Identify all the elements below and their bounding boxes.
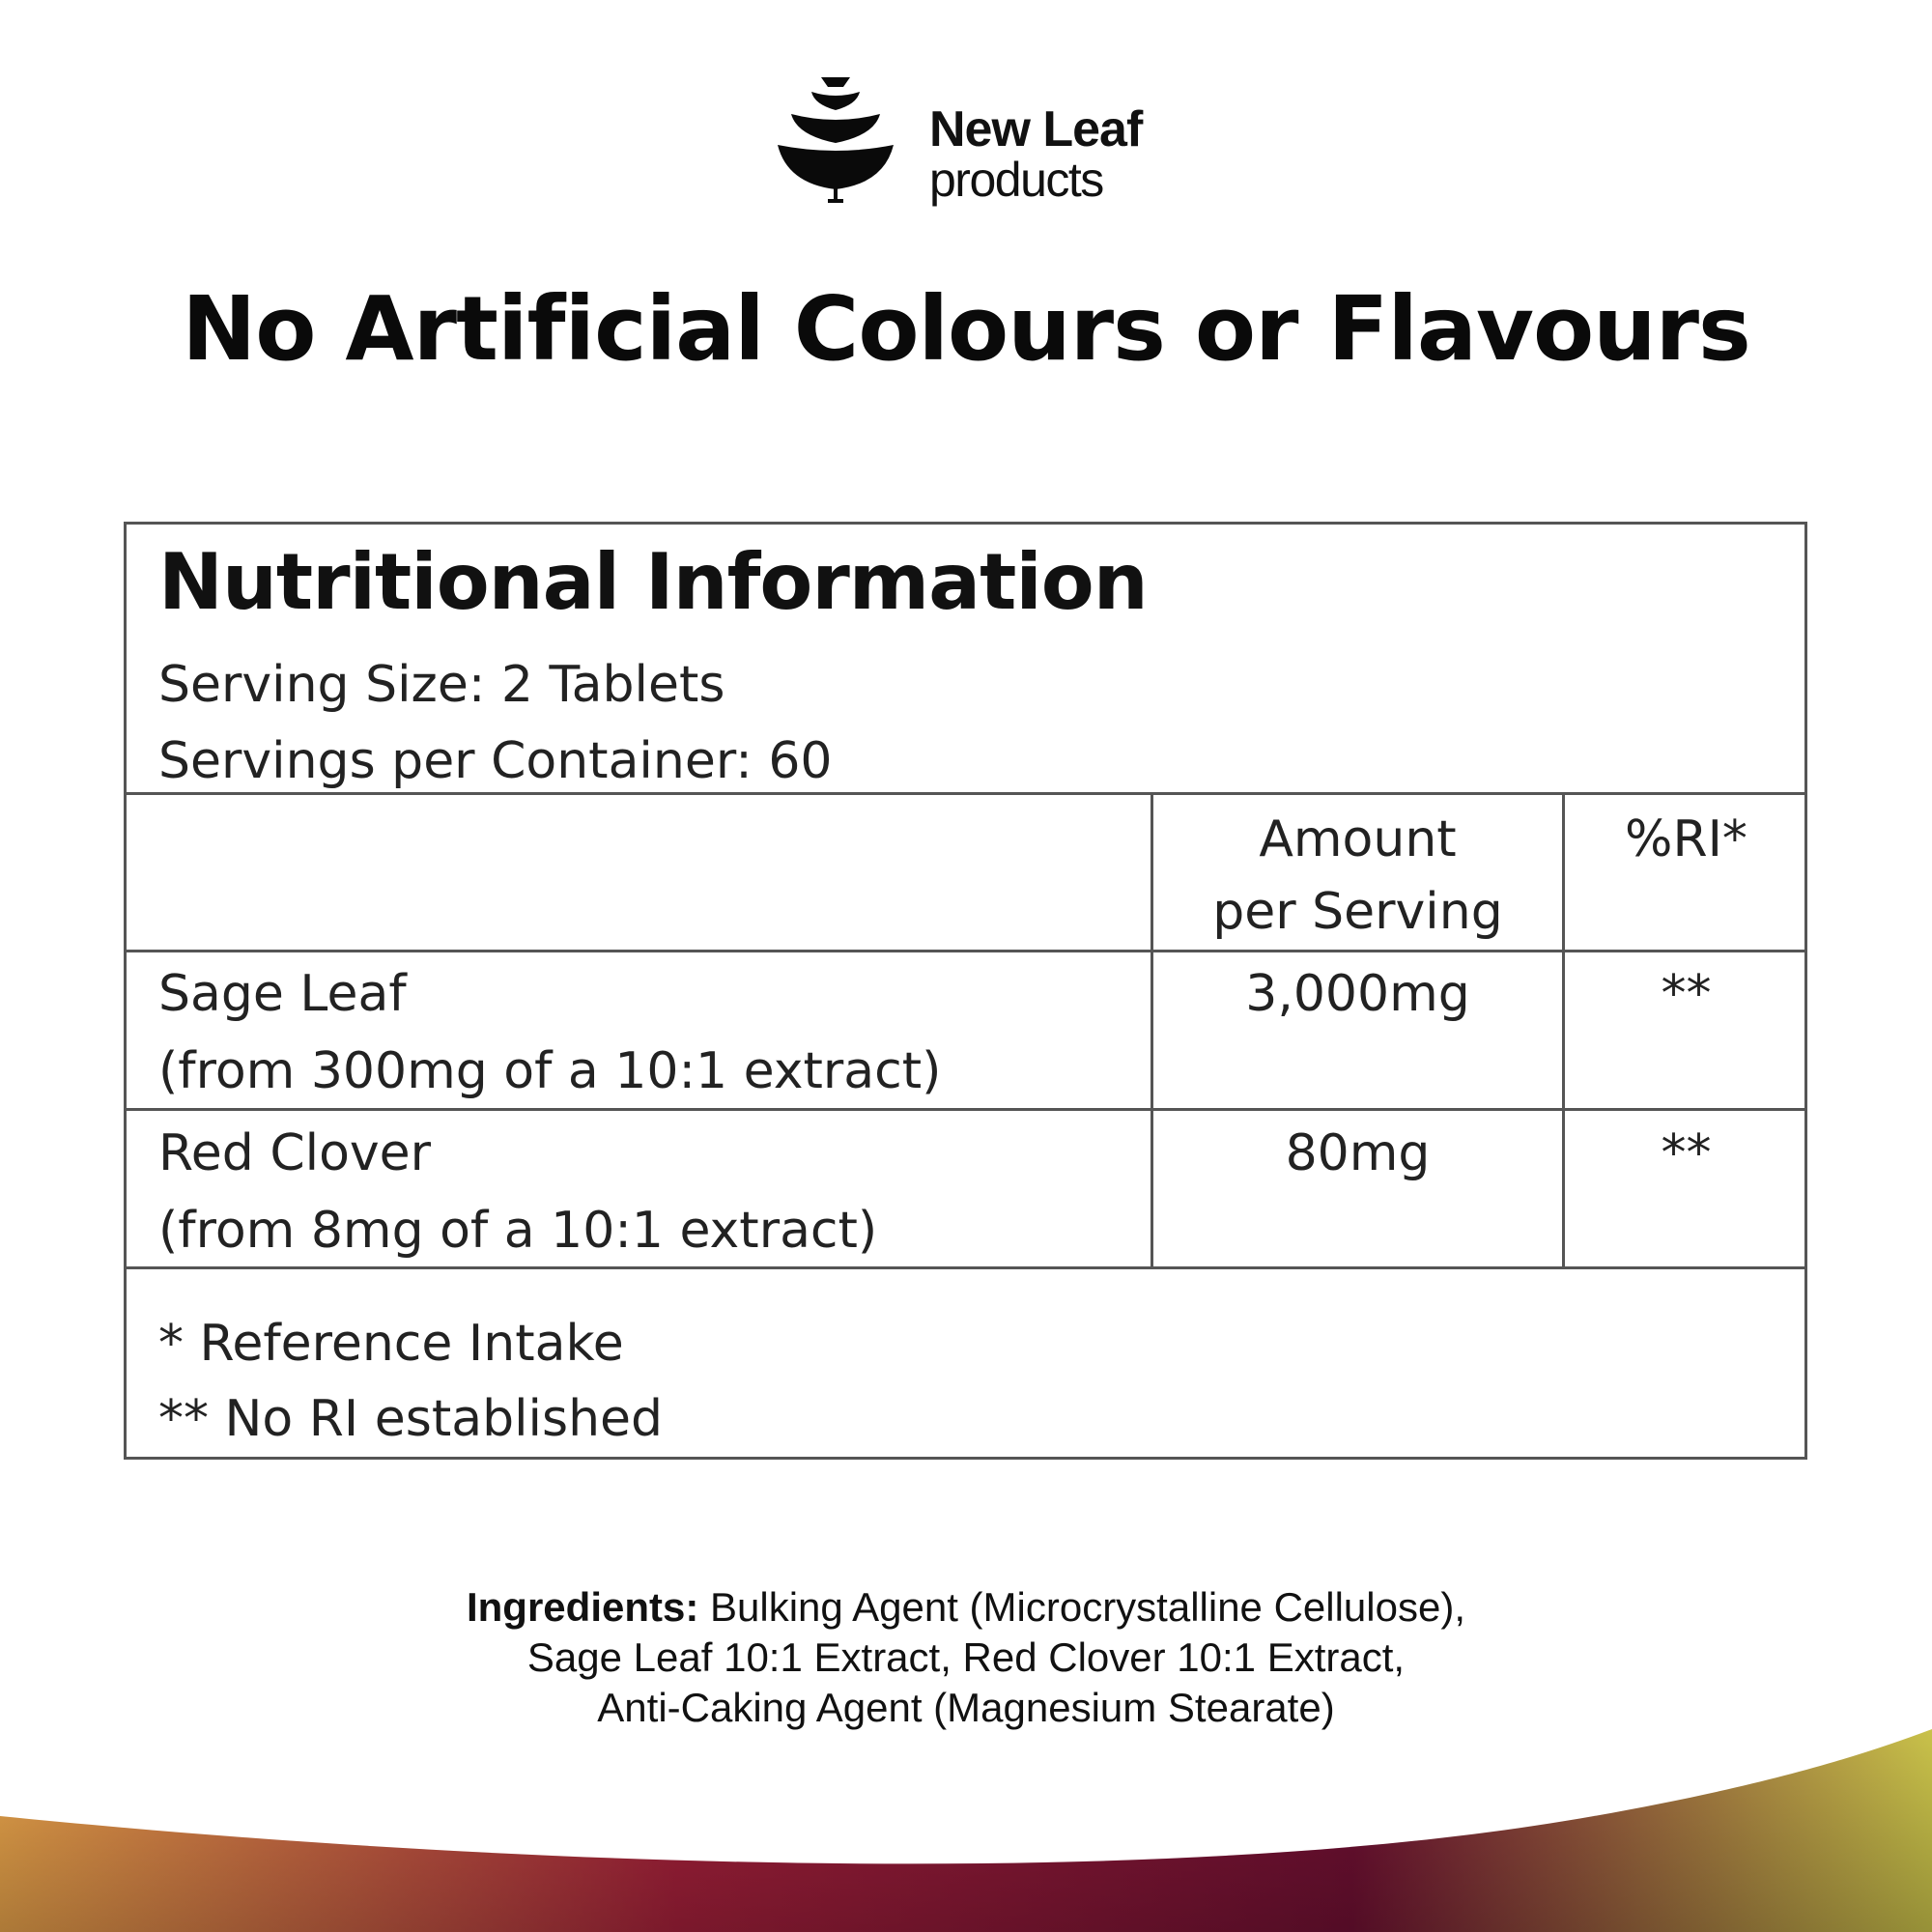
ingredients-line-3: Anti-Caking Agent (Magnesium Stearate) — [597, 1685, 1335, 1730]
brand-subtitle: products — [929, 153, 1103, 207]
row-red-clover-detail: (from 8mg of a 10:1 extract) — [158, 1202, 878, 1260]
table-rule — [127, 1108, 1804, 1111]
amount-header-line1: Amount — [1259, 810, 1457, 868]
table-rule — [127, 1266, 1804, 1269]
ri-header: %RI* — [1625, 810, 1747, 868]
table-rule — [127, 950, 1804, 952]
tiered-leaf-logo-icon — [778, 75, 894, 206]
row-red-clover-amount: 80mg — [1285, 1124, 1431, 1182]
brand-name: New Leaf — [929, 101, 1143, 157]
decorative-wave — [0, 1700, 1932, 1932]
servings-per-container: Servings per Container: 60 — [158, 732, 833, 790]
row-sage-leaf-ri: ** — [1661, 965, 1712, 1023]
row-sage-leaf-name: Sage Leaf — [158, 965, 407, 1023]
row-sage-leaf-amount: 3,000mg — [1245, 965, 1470, 1023]
serving-size: Serving Size: 2 Tablets — [158, 656, 725, 714]
row-red-clover-name: Red Clover — [158, 1124, 432, 1182]
ingredients-label: Ingredients: — [466, 1584, 699, 1630]
page-headline: No Artificial Colours or Flavours — [182, 277, 1750, 381]
ingredients-line-1: Bulking Agent (Microcrystalline Cellulose), — [698, 1584, 1465, 1630]
footnote-reference-intake: * Reference Intake — [158, 1315, 624, 1373]
row-sage-leaf-detail: (from 300mg of a 10:1 extract) — [158, 1042, 942, 1100]
nutrition-title: Nutritional Information — [158, 537, 1148, 627]
footnote-no-ri: ** No RI established — [158, 1390, 664, 1448]
ingredients-line-2: Sage Leaf 10:1 Extract, Red Clover 10:1 Extract, — [526, 1634, 1406, 1680]
table-rule — [127, 792, 1804, 795]
amount-header-line2: per Serving — [1212, 883, 1503, 941]
nutrition-panel — [124, 522, 1807, 1460]
brand-logo-block — [778, 75, 1183, 220]
row-red-clover-ri: ** — [1661, 1124, 1712, 1182]
